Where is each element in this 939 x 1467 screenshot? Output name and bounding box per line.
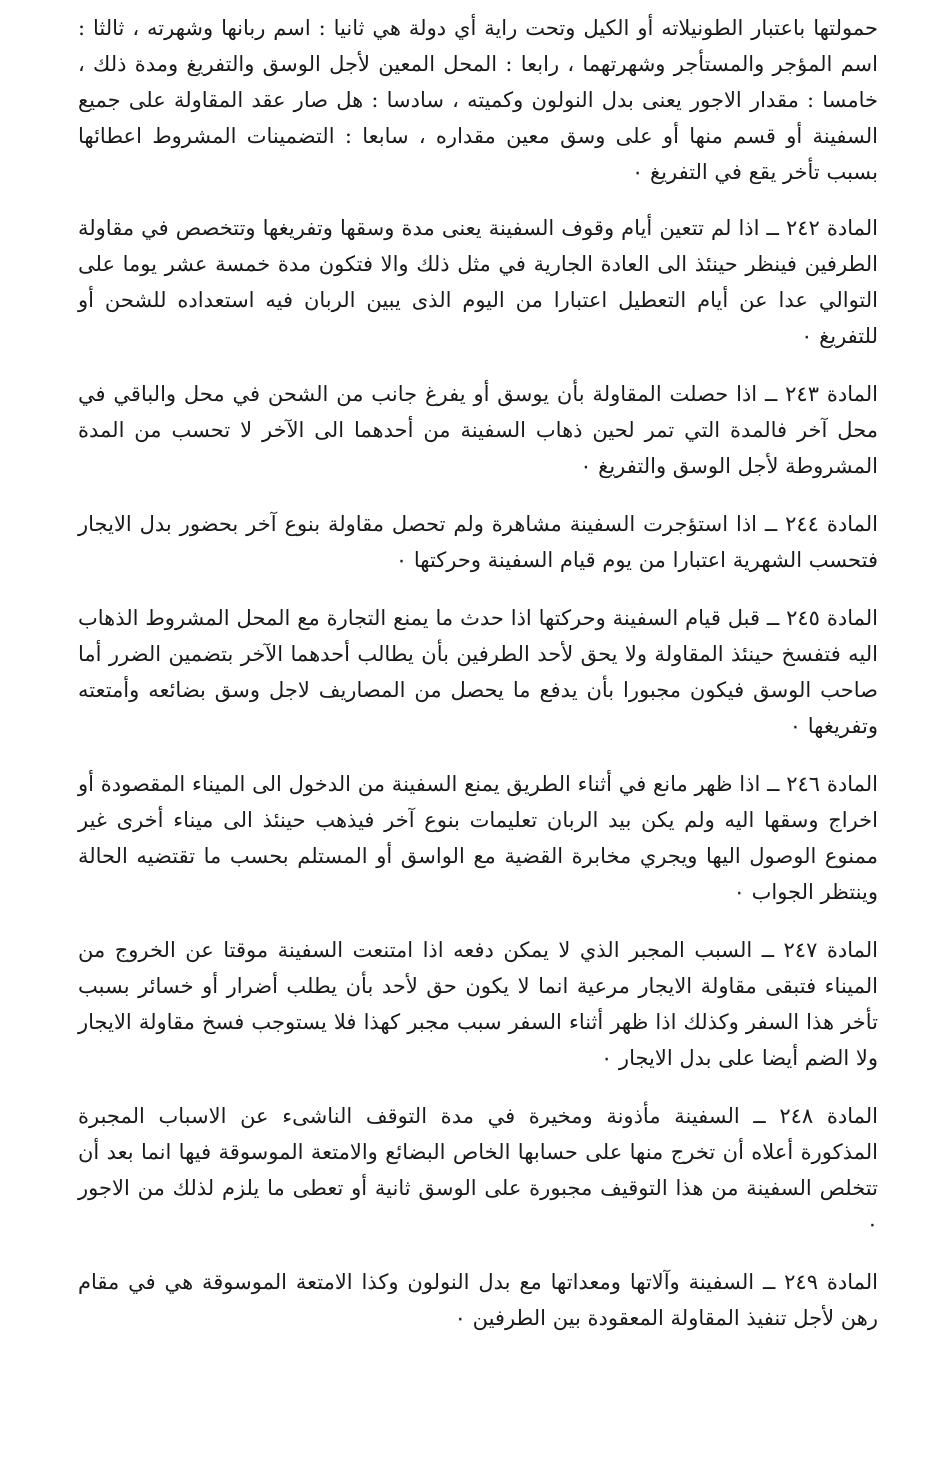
article-249: المادة ٢٤٩ ــ السفينة وآلاتها ومعداتها مع بدل النولون وكذا الامتعة الموسوقة هي في مقام رهن لأجل تنفيذ المقاولة المعقودة بين الطرفين ٠ bbox=[78, 1270, 878, 1330]
article-246: المادة ٢٤٦ ــ اذا ظهر مانع في أثناء الطريق يمنع السفينة من الدخول الى الميناء المقصودة أو اخراج وسقها اليه ولم يكن بيد الربان تعليمات بنوع آخر فيذهب حينئذ الى ميناء أخرى غير ممنوع الوصول اليها ويجري مخابرة القضية مع الواسق أو المستلم بحسب ما تقتضيه الحالة وينتظر الجواب ٠ bbox=[78, 772, 878, 904]
article-248: المادة ٢٤٨ ــ السفينة مأذونة ومخيرة في مدة التوقف الناشىء عن الاسباب المجبرة المذكورة أعلاه أن تخرج منها على حسابها الخاص البضائع والامتعة الموسوقة فيها انما بعد أن تتخلص السفينة من هذا التوقيف مجبورة على الوسق ثانية أو تعطى ما يلزم لذلك من الاجور ٠ bbox=[78, 1104, 878, 1236]
article-242: المادة ٢٤٢ ــ اذا لم تتعين أيام وقوف السفينة يعنى مدة وسقها وتفريغها وتتخصص في مقاولة الطرفين فينظر حينئذ الى العادة الجارية في مثل ذلك والا فتكون مدة خمسة عشر يوما على التوالي عدا عن أيام التعطيل اعتبارا من اليوم الذى يبين الربان فيه استعداده للشحن أو للتفريغ ٠ bbox=[78, 216, 878, 348]
article-243: المادة ٢٤٣ ــ اذا حصلت المقاولة بأن يوسق أو يفرغ جانب من الشحن في محل والباقي في محل آخر فالمدة التي تمر لحين ذهاب السفينة من أحدهما الى الآخر لا تحسب من المدة المشروطة لأجل الوسق والتفريغ ٠ bbox=[78, 382, 878, 478]
article-245: المادة ٢٤٥ ــ قبل قيام السفينة وحركتها اذا حدث ما يمنع التجارة مع المحل المشروط الذهاب اليه فتفسخ حينئذ المقاولة ولا يحق لأحد الطرفين بأن يطالب أحدهما الآخر بتضمين الضرر أما صاحب الوسق فيكون مجبورا بأن يدفع ما يحصل من المصاريف لاجل وسق بضائعه وأمتعته وتفريغها ٠ bbox=[78, 606, 878, 738]
article-247: المادة ٢٤٧ ــ السبب المجبر الذي لا يمكن دفعه اذا امتنعت السفينة موقتا عن الخروج من الميناء فتبقى مقاولة الايجار مرعية انما لا يكون حق لأحد بأن يطلب أضرار أو خسائر بسبب تأخر هذا السفر وكذلك اذا ظهر أثناء السفر سبب مجبر كهذا فلا يستوجب فسخ مقاولة الايجار ولا الضم أيضا على بدل الايجار ٠ bbox=[78, 938, 878, 1070]
document-page bbox=[78, 10, 878, 1358]
article-244: المادة ٢٤٤ ــ اذا استؤجرت السفينة مشاهرة ولم تحصل مقاولة بنوع آخر بحضور بدل الايجار فتحسب الشهرية اعتبارا من يوم قيام السفينة وحركتها ٠ bbox=[78, 512, 878, 572]
intro-paragraph: حمولتها باعتبار الطونيلاته أو الكيل وتحت راية أي دولة هي ثانيا : اسم ربانها وشهرته ، ثالثا : اسم المؤجر والمستأجر وشهرتهما ، رابعا : المحل المعين لأجل الوسق والتفريغ ومدة ذلك ، خامسا : مقدار الاجور يعنى بدل النولون وكميته ، سادسا : هل صار عقد المقاولة على جميع السفينة أو قسم منها أو على وسق معين مقداره ، سابعا : التضمينات المشروط اعطائها بسبب تأخر يقع في التفريغ ٠ bbox=[78, 16, 878, 184]
